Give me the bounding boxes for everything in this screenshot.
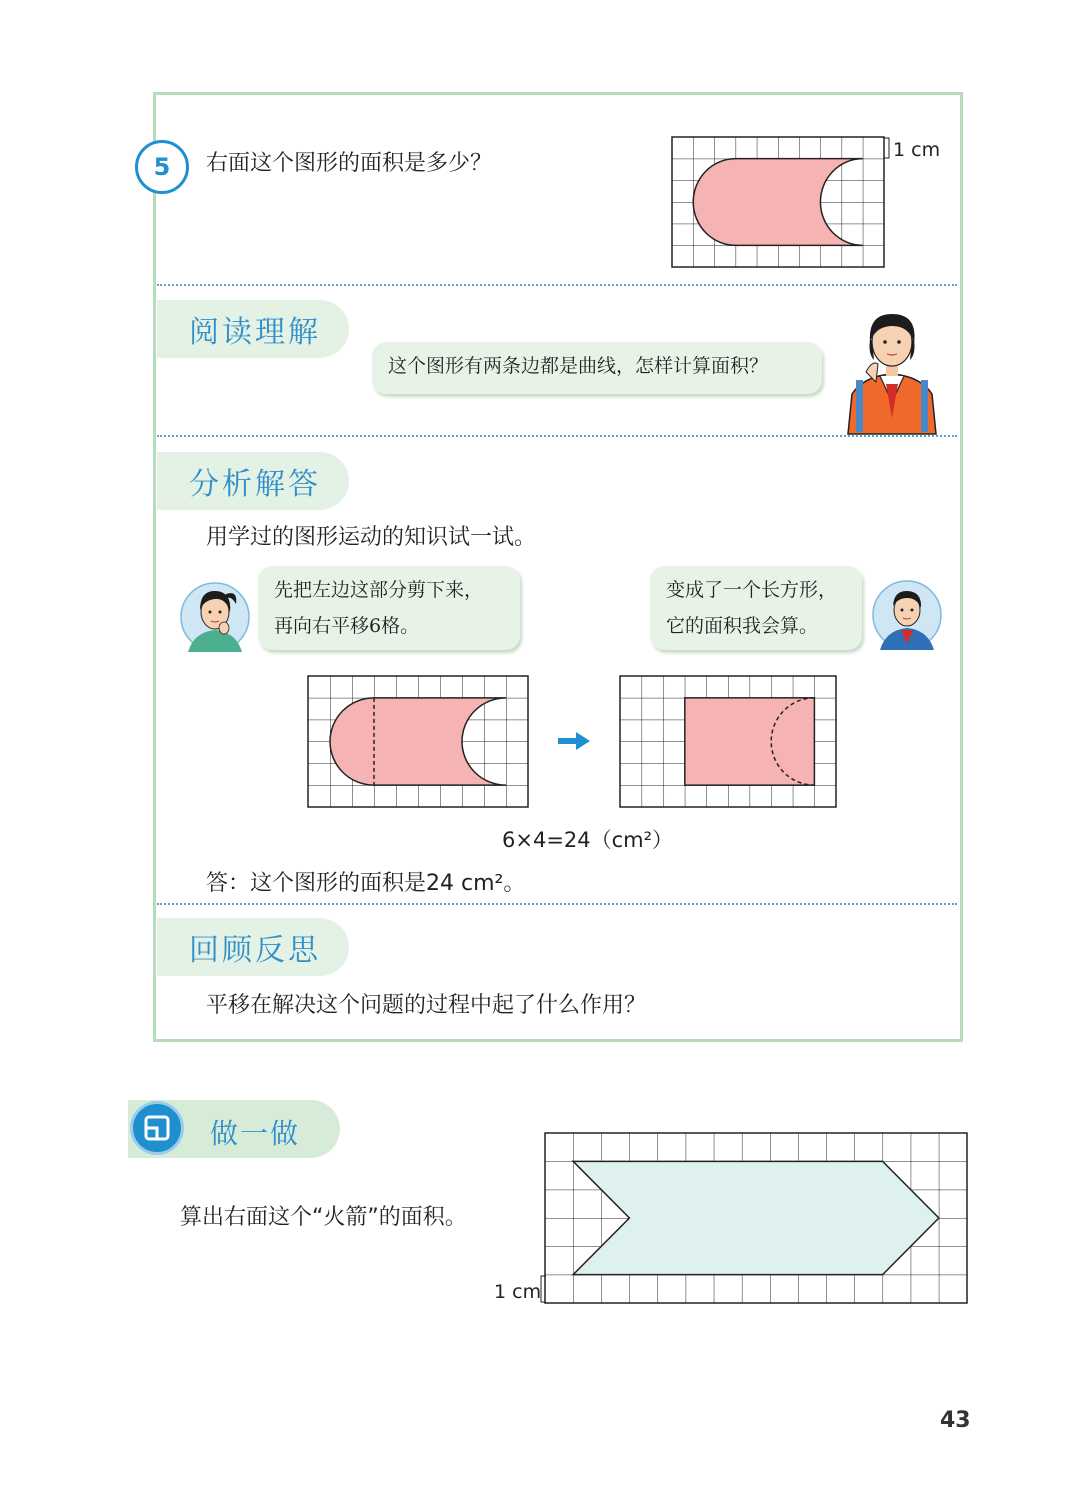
girl-bubble-line-1: 先把左边这部分剪下来， [274,579,484,601]
rocket-unit-label: 1 cm [494,1281,542,1303]
problem-grid-figure [672,137,884,267]
section-analyze-heading: 分析解答 [157,452,349,510]
boy-bubble-line-2: 它的面积我会算。 [666,615,819,637]
problem-number-badge: 5 [135,140,189,194]
problem-unit-label: 1 cm [893,139,941,161]
review-question: 平移在解决这个问题的过程中起了什么作用？ [206,993,647,1018]
divider-3 [157,903,957,905]
doit-heading: 做一做 [210,1117,301,1150]
divider-1 [157,284,957,286]
after-grid-figure [620,676,836,807]
area-formula: 6×4=24（cm²） [502,828,674,852]
rocket-grid-figure [545,1133,967,1303]
right-arrow-icon [558,732,590,750]
boy-speech-bubble [650,566,862,650]
section-review-heading: 回顾反思 [157,918,349,976]
after-rectangle [685,698,815,785]
doit-question: 算出右面这个“火箭”的面积。 [180,1205,467,1230]
girl-illustration [842,310,942,434]
before-grid-figure [308,676,528,807]
girl-avatar [180,582,250,652]
divider-2 [157,435,957,437]
read-speech-bubble [372,342,822,394]
problem-question: 右面这个图形的面积是多少？ [206,151,493,176]
girl-bubble-line-2: 再向右平移6格。 [274,615,420,637]
girl-speech-bubble [258,566,520,650]
answer-text: 答：这个图形的面积是24 cm²。 [206,871,526,896]
analyze-hint: 用学过的图形运动的知识试一试。 [206,525,537,550]
boy-avatar [872,580,942,650]
unit-bracket [884,137,892,159]
doit-icon [130,1101,184,1155]
boy-bubble-line-1: 变成了一个长方形， [666,579,838,601]
read-bubble-text: 这个图形有两条边都是曲线，怎样计算面积？ [388,355,769,377]
section-read-heading: 阅读理解 [157,300,349,358]
page-number: 43 [940,1408,971,1433]
